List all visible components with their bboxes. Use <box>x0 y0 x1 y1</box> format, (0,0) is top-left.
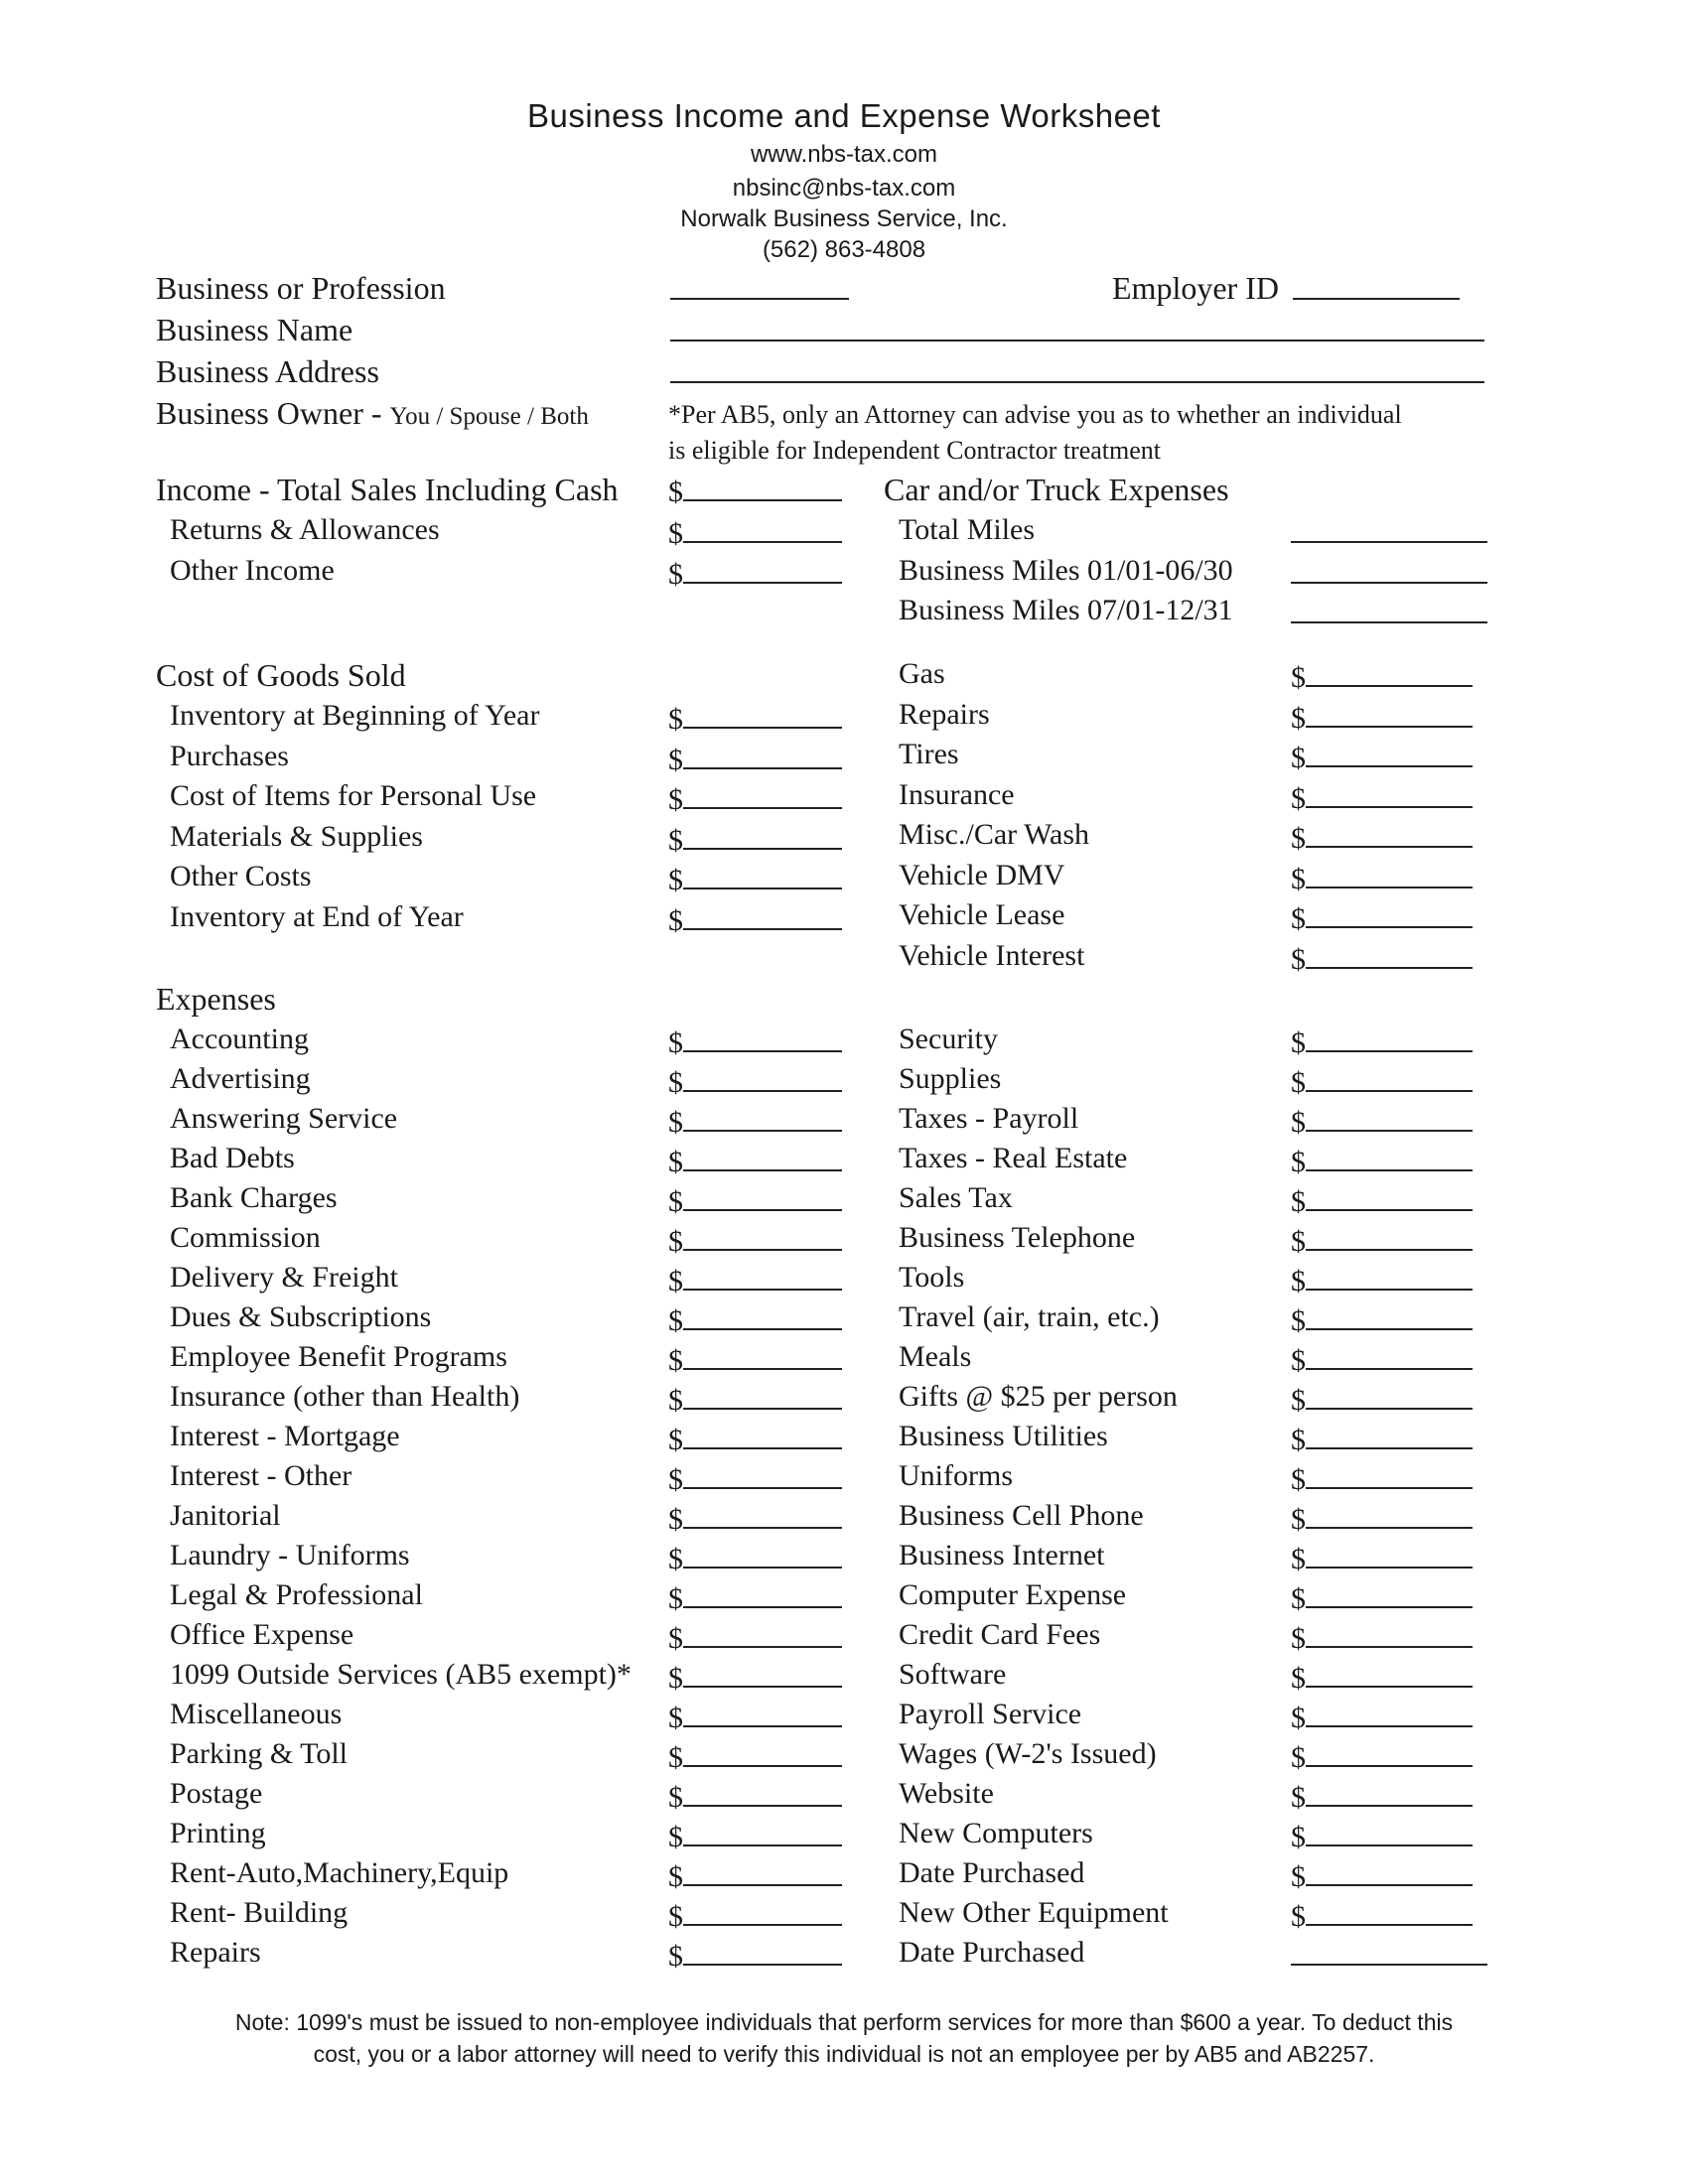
website-text: www.nbs-tax.com <box>750 141 938 168</box>
row-label-supplies: Supplies <box>899 1062 1002 1095</box>
row-field-business-miles-07-01-12-31[interactable] <box>1291 596 1487 629</box>
row-label-inventory-at-beginning-of-year: Inventory at Beginning of Year <box>170 699 540 732</box>
row-label-inventory-at-end-of-year: Inventory at End of Year <box>170 899 464 933</box>
business-owner-label <box>156 397 589 429</box>
row-field-inventory-at-end-of-year[interactable] <box>668 902 842 936</box>
row-label-employee-benefit-programs: Employee Benefit Programs <box>170 1340 507 1373</box>
business-name-field[interactable] <box>670 314 1484 347</box>
row-field-delivery-freight[interactable] <box>668 1263 842 1297</box>
row-field-software[interactable] <box>1291 1660 1473 1694</box>
currency-sign: $ <box>668 1702 683 1734</box>
currency-sign: $ <box>668 1463 683 1496</box>
row-field-rent-building[interactable] <box>668 1898 842 1932</box>
row-label-materials-supplies: Materials & Supplies <box>170 819 423 853</box>
row-field-tools[interactable] <box>1291 1263 1473 1297</box>
row-label-postage: Postage <box>170 1777 263 1810</box>
currency-sign: $ <box>1291 1702 1306 1734</box>
row-label-gifts-25-per-person: Gifts @ $25 per person <box>899 1380 1178 1413</box>
currency-sign: $ <box>668 557 683 591</box>
row-label-wages-w-2-s-issued: Wages (W-2's Issued) <box>899 1737 1157 1770</box>
row-label-parking-toll: Parking & Toll <box>170 1737 349 1770</box>
row-label-sales-tax: Sales Tax <box>899 1181 1013 1214</box>
row-field-purchases[interactable] <box>668 742 842 775</box>
row-field-new-other-equipment[interactable] <box>1291 1898 1473 1932</box>
owner-options[interactable]: You / Spouse / Both <box>389 403 589 430</box>
row-label-other-income: Other Income <box>170 553 335 587</box>
phone-text: (562) 863-4808 <box>762 236 926 263</box>
currency-sign: $ <box>1291 742 1306 774</box>
row-label-business-cell-phone: Business Cell Phone <box>899 1499 1144 1532</box>
currency-sign: $ <box>668 1741 683 1774</box>
row-label-meals: Meals <box>899 1340 972 1373</box>
currency-sign: $ <box>1291 1900 1306 1933</box>
row-label-repairs: Repairs <box>899 697 990 731</box>
row-label-business-telephone: Business Telephone <box>899 1221 1136 1254</box>
row-field-returns-allowances[interactable] <box>668 515 842 549</box>
row-field-repairs[interactable] <box>1291 700 1473 734</box>
currency-sign: $ <box>1291 1582 1306 1615</box>
row-field-vehicle-dmv[interactable] <box>1291 861 1473 894</box>
row-field-interest-mortgage[interactable] <box>668 1422 842 1455</box>
currency-sign: $ <box>668 1424 683 1456</box>
row-field-insurance[interactable] <box>1291 780 1473 814</box>
row-label-tires: Tires <box>899 738 959 770</box>
row-field-bad-debts[interactable] <box>668 1144 842 1177</box>
currency-sign: $ <box>668 1265 683 1297</box>
row-field-supplies[interactable] <box>1291 1064 1473 1098</box>
currency-sign: $ <box>668 703 683 736</box>
profession-field[interactable] <box>670 272 849 306</box>
ab5-note-line-2: is eligible for Independent Contractor treatment <box>668 436 1161 465</box>
row-field-inventory-at-beginning-of-year[interactable] <box>668 701 842 735</box>
currency-sign: $ <box>1291 1265 1306 1297</box>
currency-sign: $ <box>1291 862 1306 895</box>
row-field-janitorial[interactable] <box>668 1501 842 1535</box>
currency-sign: $ <box>1291 1225 1306 1258</box>
row-field-printing[interactable] <box>668 1819 842 1852</box>
currency-sign: $ <box>1291 1424 1306 1456</box>
employer-id-label: Employer ID <box>1112 270 1279 306</box>
row-label-business-miles-01-01-06-30: Business Miles 01/01-06/30 <box>899 553 1233 587</box>
row-field-legal-professional[interactable] <box>668 1580 842 1614</box>
row-label-taxes-payroll: Taxes - Payroll <box>899 1102 1079 1135</box>
row-field-laundry-uniforms[interactable] <box>668 1541 842 1574</box>
row-label-commission: Commission <box>170 1221 321 1254</box>
row-field-materials-supplies[interactable] <box>668 822 842 856</box>
row-field-computer-expense[interactable] <box>1291 1580 1473 1614</box>
currency-sign: $ <box>1291 1185 1306 1218</box>
row-field-total-miles[interactable] <box>1291 515 1487 549</box>
row-label-total-miles: Total Miles <box>899 513 1036 546</box>
footer-note-line-1: Note: 1099's must be issued to non-employee individuals that perform services for more than $600 a year. To deduct this <box>234 2009 1454 2035</box>
currency-sign: $ <box>668 517 683 550</box>
row-label-website: Website <box>899 1777 994 1810</box>
row-label-advertising: Advertising <box>170 1062 311 1095</box>
row-field-business-telephone[interactable] <box>1291 1223 1473 1257</box>
page-title: Business Income and Expense Worksheet <box>527 97 1161 134</box>
row-field-advertising[interactable] <box>668 1064 842 1098</box>
currency-sign: $ <box>1291 1463 1306 1496</box>
row-field-taxes-real-estate[interactable] <box>1291 1144 1473 1177</box>
currency-sign: $ <box>668 1662 683 1695</box>
row-field-business-cell-phone[interactable] <box>1291 1501 1473 1535</box>
profession-label: Business or Profession <box>156 270 446 306</box>
car-section-title: Car and/or Truck Expenses <box>884 472 1229 507</box>
currency-sign: $ <box>668 903 683 937</box>
currency-sign: $ <box>668 1225 683 1258</box>
row-label-janitorial: Janitorial <box>170 1499 281 1532</box>
row-label-payroll-service: Payroll Service <box>899 1698 1082 1730</box>
row-label-bad-debts: Bad Debts <box>170 1142 295 1174</box>
currency-sign: $ <box>668 1066 683 1099</box>
row-label-insurance: Insurance <box>899 777 1015 811</box>
currency-sign: $ <box>1291 1304 1306 1337</box>
row-field-other-costs[interactable] <box>668 862 842 895</box>
row-field-bank-charges[interactable] <box>668 1183 842 1217</box>
currency-sign: $ <box>1291 1662 1306 1695</box>
currency-sign: $ <box>668 1503 683 1536</box>
row-label-office-expense: Office Expense <box>170 1618 354 1651</box>
row-label-purchases: Purchases <box>170 739 289 772</box>
currency-sign: $ <box>1291 822 1306 855</box>
row-label-cost-of-items-for-personal-use: Cost of Items for Personal Use <box>170 779 537 812</box>
currency-sign: $ <box>1291 781 1306 815</box>
row-label-interest-mortgage: Interest - Mortgage <box>170 1420 400 1452</box>
row-field-other-income[interactable] <box>668 556 842 590</box>
row-label-security: Security <box>899 1023 998 1055</box>
row-field-business-miles-01-01-06-30[interactable] <box>1291 556 1487 590</box>
row-label-printing: Printing <box>170 1817 266 1849</box>
row-field-employee-benefit-programs[interactable] <box>668 1342 842 1376</box>
currency-sign: $ <box>668 1384 683 1417</box>
currency-sign: $ <box>1291 1781 1306 1814</box>
row-field-date-purchased[interactable] <box>1291 1858 1473 1892</box>
row-field-gifts-25-per-person[interactable] <box>1291 1382 1473 1416</box>
row-label-travel-air-train-etc: Travel (air, train, etc.) <box>899 1300 1160 1333</box>
currency-sign: $ <box>1291 1543 1306 1575</box>
currency-sign: $ <box>668 783 683 816</box>
row-field-1099-outside-services-ab5-exempt[interactable] <box>668 1660 842 1694</box>
row-field-insurance-other-than-health[interactable] <box>668 1382 842 1416</box>
row-field-website[interactable] <box>1291 1779 1473 1813</box>
currency-sign: $ <box>668 1582 683 1615</box>
row-label-date-purchased: Date Purchased <box>899 1936 1085 1969</box>
currency-sign: $ <box>668 743 683 776</box>
row-field-office-expense[interactable] <box>668 1620 842 1654</box>
currency-sign: $ <box>668 1940 683 1973</box>
currency-sign: $ <box>668 864 683 896</box>
currency-sign: $ <box>668 1146 683 1178</box>
row-label-date-purchased: Date Purchased <box>899 1856 1085 1889</box>
employer-id-field[interactable] <box>1293 272 1460 306</box>
currency-sign: $ <box>668 1900 683 1933</box>
row-field-miscellaneous[interactable] <box>668 1700 842 1733</box>
row-field-wages-w-2-s-issued[interactable] <box>1291 1739 1473 1773</box>
row-field-payroll-service[interactable] <box>1291 1700 1473 1733</box>
expenses-section-title: Expenses <box>156 981 276 1017</box>
row-label-answering-service: Answering Service <box>170 1102 398 1135</box>
row-label-new-other-equipment: New Other Equipment <box>899 1896 1169 1929</box>
income-section-title: Income - Total Sales Including Cash <box>156 472 619 507</box>
company-name: Norwalk Business Service, Inc. <box>680 205 1008 232</box>
row-label-business-internet: Business Internet <box>899 1539 1105 1571</box>
currency-sign: $ <box>668 1026 683 1059</box>
row-label-new-computers: New Computers <box>899 1817 1093 1849</box>
currency-sign: $ <box>1291 1503 1306 1536</box>
row-label-accounting: Accounting <box>170 1023 309 1055</box>
row-field-meals[interactable] <box>1291 1342 1473 1376</box>
currency-sign: $ <box>1291 902 1306 935</box>
row-label-gas: Gas <box>899 657 945 690</box>
row-field-rent-auto-machinery-equip[interactable] <box>668 1858 842 1892</box>
business-owner-title: Business Owner - <box>156 395 382 431</box>
currency-sign: $ <box>668 1821 683 1853</box>
row-field-dues-subscriptions[interactable] <box>668 1302 842 1336</box>
row-label-taxes-real-estate: Taxes - Real Estate <box>899 1142 1128 1174</box>
business-name-label: Business Name <box>156 312 353 347</box>
row-field-commission[interactable] <box>668 1223 842 1257</box>
row-label-business-miles-07-01-12-31: Business Miles 07/01-12/31 <box>899 594 1233 626</box>
row-field-new-computers[interactable] <box>1291 1819 1473 1852</box>
row-label-1099-outside-services-ab5-exempt: 1099 Outside Services (AB5 exempt)* <box>170 1658 632 1691</box>
row-field-postage[interactable] <box>668 1779 842 1813</box>
row-field-gas[interactable] <box>1291 659 1473 693</box>
row-label-vehicle-lease: Vehicle Lease <box>899 898 1065 931</box>
row-label-returns-allowances: Returns & Allowances <box>170 513 440 546</box>
row-field-taxes-payroll[interactable] <box>1291 1104 1473 1138</box>
row-label-bank-charges: Bank Charges <box>170 1181 338 1214</box>
email-text: nbsinc@nbs-tax.com <box>732 175 956 202</box>
currency-sign: $ <box>668 1543 683 1575</box>
currency-sign: $ <box>668 1781 683 1814</box>
row-field-vehicle-interest[interactable] <box>1291 941 1473 975</box>
row-label-dues-subscriptions: Dues & Subscriptions <box>170 1300 432 1333</box>
currency-sign: $ <box>668 823 683 857</box>
row-label-tools: Tools <box>899 1261 965 1294</box>
row-field-sales-tax[interactable] <box>1291 1183 1473 1217</box>
footer-note-line-2: cost, you or a labor attorney will need to verify this individual is not an employee per by AB5 and AB2257. <box>313 2041 1375 2067</box>
currency-sign: $ <box>1291 1106 1306 1139</box>
currency-sign: $ <box>1291 1344 1306 1377</box>
row-label-vehicle-interest: Vehicle Interest <box>899 938 1085 972</box>
row-field-uniforms[interactable] <box>1291 1461 1473 1495</box>
row-field-business-internet[interactable] <box>1291 1541 1473 1574</box>
currency-sign: $ <box>668 1622 683 1655</box>
row-field-vehicle-lease[interactable] <box>1291 900 1473 934</box>
row-field-travel-air-train-etc[interactable] <box>1291 1302 1473 1336</box>
row-label-repairs: Repairs <box>170 1936 261 1969</box>
currency-sign: $ <box>1291 1384 1306 1417</box>
business-address-label: Business Address <box>156 353 379 389</box>
row-field-date-purchased[interactable] <box>1291 1938 1487 1972</box>
currency-sign: $ <box>1291 1146 1306 1178</box>
currency-sign: $ <box>668 1185 683 1218</box>
row-field-answering-service[interactable] <box>668 1104 842 1138</box>
row-field-credit-card-fees[interactable] <box>1291 1620 1473 1654</box>
currency-sign: $ <box>668 1106 683 1139</box>
ab5-note-line-1: *Per AB5, only an Attorney can advise you as to whether an individual <box>668 400 1402 429</box>
row-label-rent-auto-machinery-equip: Rent-Auto,Machinery,Equip <box>170 1856 509 1889</box>
row-label-other-costs: Other Costs <box>170 860 312 892</box>
row-field-tires[interactable] <box>1291 740 1473 773</box>
business-address-field[interactable] <box>670 355 1484 389</box>
row-label-laundry-uniforms: Laundry - Uniforms <box>170 1539 410 1571</box>
row-field-repairs[interactable] <box>668 1938 842 1972</box>
row-label-interest-other: Interest - Other <box>170 1459 352 1492</box>
row-label-vehicle-dmv: Vehicle DMV <box>899 858 1065 891</box>
row-label-misc-car-wash: Misc./Car Wash <box>899 818 1090 851</box>
currency-sign: $ <box>1291 942 1306 976</box>
row-label-rent-building: Rent- Building <box>170 1896 349 1929</box>
currency-sign: $ <box>1291 1860 1306 1893</box>
currency-sign: $ <box>668 1860 683 1893</box>
row-label-delivery-freight: Delivery & Freight <box>170 1261 398 1294</box>
row-label-uniforms: Uniforms <box>899 1459 1013 1492</box>
row-label-computer-expense: Computer Expense <box>899 1578 1127 1611</box>
row-field-parking-toll[interactable] <box>668 1739 842 1773</box>
currency-sign: $ <box>1291 1622 1306 1655</box>
currency-sign: $ <box>668 1344 683 1377</box>
row-label-miscellaneous: Miscellaneous <box>170 1698 343 1730</box>
cogs-section-title: Cost of Goods Sold <box>156 657 406 693</box>
currency-sign: $ <box>1291 661 1306 694</box>
row-label-credit-card-fees: Credit Card Fees <box>899 1618 1101 1651</box>
currency-sign: $ <box>1291 1066 1306 1099</box>
row-field-interest-other[interactable] <box>668 1461 842 1495</box>
income-total-field[interactable]: $ <box>668 474 842 507</box>
row-field-security[interactable] <box>1291 1024 1473 1058</box>
row-label-software: Software <box>899 1658 1007 1691</box>
row-label-legal-professional: Legal & Professional <box>170 1578 423 1611</box>
currency-sign: $ <box>1291 1741 1306 1774</box>
currency-sign: $ <box>1291 1821 1306 1853</box>
row-field-business-utilities[interactable] <box>1291 1422 1473 1455</box>
row-label-business-utilities: Business Utilities <box>899 1420 1108 1452</box>
currency-sign: $ <box>668 1304 683 1337</box>
row-field-accounting[interactable] <box>668 1024 842 1058</box>
row-field-misc-car-wash[interactable] <box>1291 820 1473 854</box>
row-label-insurance-other-than-health: Insurance (other than Health) <box>170 1380 520 1413</box>
currency-sign: $ <box>1291 1026 1306 1059</box>
row-field-cost-of-items-for-personal-use[interactable] <box>668 781 842 815</box>
currency-sign: $ <box>1291 701 1306 735</box>
